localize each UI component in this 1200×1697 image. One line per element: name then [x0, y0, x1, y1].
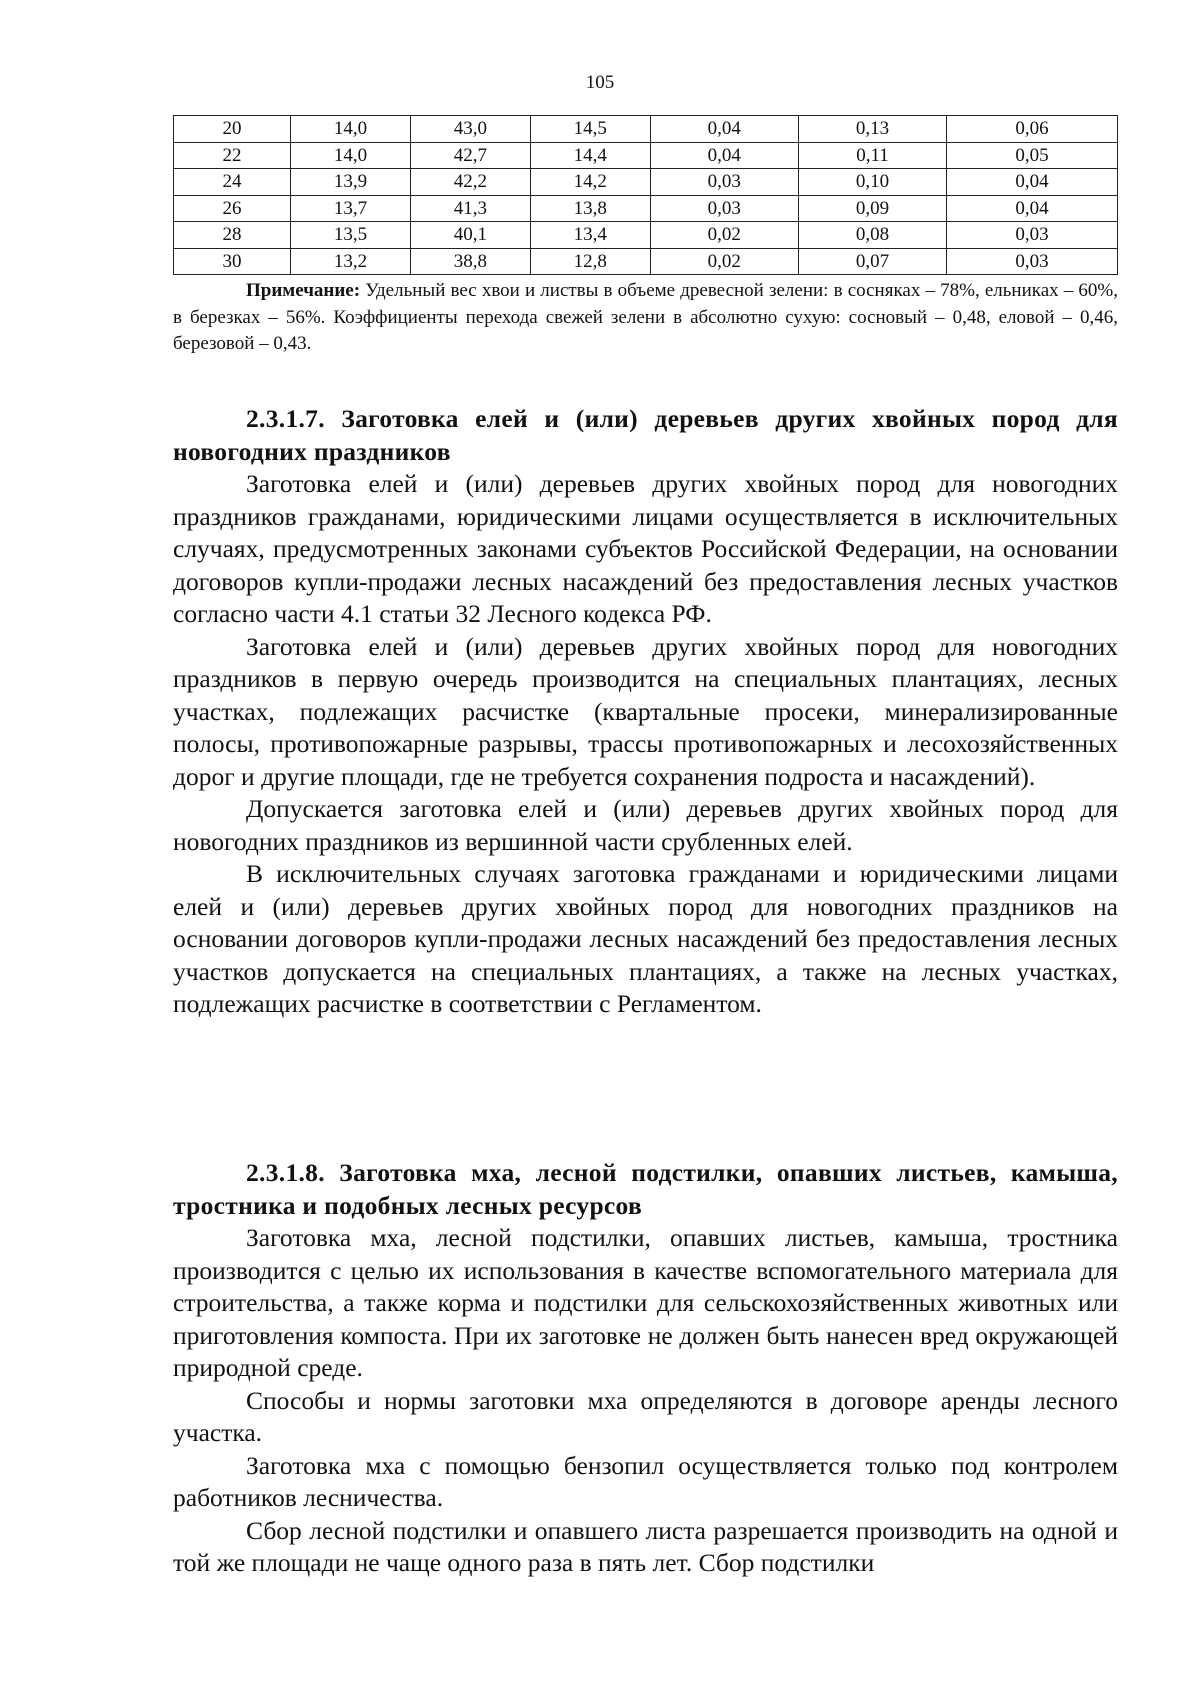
note-text: Удельный вес хвои и листвы в объеме древесной зелени: в сосняках – 78%, ельниках – 60%, в березках – 56%. Коэффициенты перехода свежей зелени в абсолютно сухую: сосновый – 0,48, еловой – 0,46, березовой – 0,43.: [173, 280, 1118, 354]
table-cell: 28: [174, 222, 291, 249]
table-row: [174, 142, 1118, 169]
paragraph: Заготовка мха, лесной подстилки, опавших листьев, камыша, тростника производится с целью их использования в качестве вспомогательного материала для строительства, а также корма и подстилки для сельскохозяйственных животных или приготовления компоста. При их заготовке не должен быть нанесен вред окружающей природной среде.: [173, 1223, 1118, 1382]
table-cell: 42,7: [410, 142, 530, 169]
paragraph: Заготовка елей и (или) деревьев других хвойных пород для новогодних праздников гражданами, юридическими лицами осуществляется в исключительных случаях, предусмотренных законами субъектов Российской Федерации, на основании договоров купли-продажи лесных насаждений без предоставления лесных участков согласно части 4.1 статьи 32 Лесного кодекса РФ.: [173, 469, 1118, 628]
table-row: [174, 116, 1118, 143]
section-2-3-1-8: [173, 1157, 1118, 1580]
page-number: 105: [585, 72, 615, 93]
section-heading: 2.3.1.8. Заготовка мха, лесной подстилки, опавших листьев, камыша, тростника и подобных лесных ресурсов: [173, 1158, 1118, 1220]
table-cell: 12,8: [530, 248, 650, 275]
table-cell: 43,0: [410, 116, 530, 143]
table-cell: 0,07: [798, 248, 946, 275]
table-cell: 0,11: [798, 142, 946, 169]
table-cell: 0,13: [798, 116, 946, 143]
table-cell: 0,05: [947, 142, 1118, 169]
table-cell: 0,02: [650, 222, 798, 249]
paragraph: Сбор лесной подстилки и опавшего листа разрешается производить на одной и той же площади не чаще одного раза в пять лет. Сбор подстилки: [173, 1515, 1118, 1577]
table-cell: 14,4: [530, 142, 650, 169]
table-cell: 0,09: [798, 195, 946, 222]
paragraph: Допускается заготовка елей и (или) деревьев других хвойных пород для новогодних праздников из вершинной части срубленных елей.: [173, 794, 1118, 856]
table-row: [174, 222, 1118, 249]
table-cell: 0,03: [947, 248, 1118, 275]
table-cell: 14,5: [530, 116, 650, 143]
table-cell: 41,3: [410, 195, 530, 222]
table-cell: 14,0: [291, 116, 411, 143]
table-cell: 14,2: [530, 169, 650, 196]
table-cell: 24: [174, 169, 291, 196]
table-cell: 0,04: [650, 142, 798, 169]
table-cell: 26: [174, 195, 291, 222]
paragraph: Заготовка елей и (или) деревьев других хвойных пород для новогодних праздников в первую очередь производится на специальных плантациях, лесных участках, подлежащих расчистке (квартальные просеки, минерализированные полосы, противопожарные разрывы, трассы противопожарных и лесохозяйственных дорог и другие площади, где не требуется сохранения подроста и насаждений).: [173, 631, 1118, 791]
table-note: [173, 278, 1118, 358]
table-cell: 40,1: [410, 222, 530, 249]
table-cell: 0,03: [947, 222, 1118, 249]
table-cell: 13,2: [291, 248, 411, 275]
table-cell: 0,03: [650, 195, 798, 222]
table-row: [174, 169, 1118, 196]
table-cell: 22: [174, 142, 291, 169]
table-cell: 0,02: [650, 248, 798, 275]
table-cell: 0,10: [798, 169, 946, 196]
table-cell: 0,08: [798, 222, 946, 249]
table-body: [174, 116, 1118, 275]
table-cell: 13,4: [530, 222, 650, 249]
section-2-3-1-7: [173, 403, 1118, 1021]
table-cell: 0,04: [947, 169, 1118, 196]
table-cell: 13,8: [530, 195, 650, 222]
section-heading: 2.3.1.7. Заготовка елей и (или) деревьев других хвойных пород для новогодних праздников: [173, 404, 1118, 466]
paragraph: Заготовка мха с помощью бензопил осуществляется только под контролем работников лесничества.: [173, 1450, 1118, 1512]
table-cell: 38,8: [410, 248, 530, 275]
table-cell: 0,03: [650, 169, 798, 196]
table-cell: 42,2: [410, 169, 530, 196]
table-cell: 0,04: [947, 195, 1118, 222]
table-cell: 13,9: [291, 169, 411, 196]
table-cell: 13,7: [291, 195, 411, 222]
paragraph: Способы и нормы заготовки мха определяются в договоре аренды лесного участка.: [173, 1385, 1118, 1447]
table-cell: 30: [174, 248, 291, 275]
table-row: [174, 248, 1118, 275]
table-row: [174, 195, 1118, 222]
table-cell: 13,5: [291, 222, 411, 249]
table-cell: 0,06: [947, 116, 1118, 143]
note-label: Примечание:: [246, 280, 361, 301]
data-table: [173, 115, 1118, 275]
table-cell: 20: [174, 116, 291, 143]
table-cell: 14,0: [291, 142, 411, 169]
table-cell: 0,04: [650, 116, 798, 143]
paragraph: В исключительных случаях заготовка гражданами и юридическими лицами елей и (или) деревьев других хвойных пород для новогодних праздников на основании договоров купли-продажи лесных насаждений без предоставления лесных участков допускается на специальных плантациях, а также на лесных участках, подлежащих расчистке в соответствии с Регламентом.: [173, 859, 1118, 1018]
